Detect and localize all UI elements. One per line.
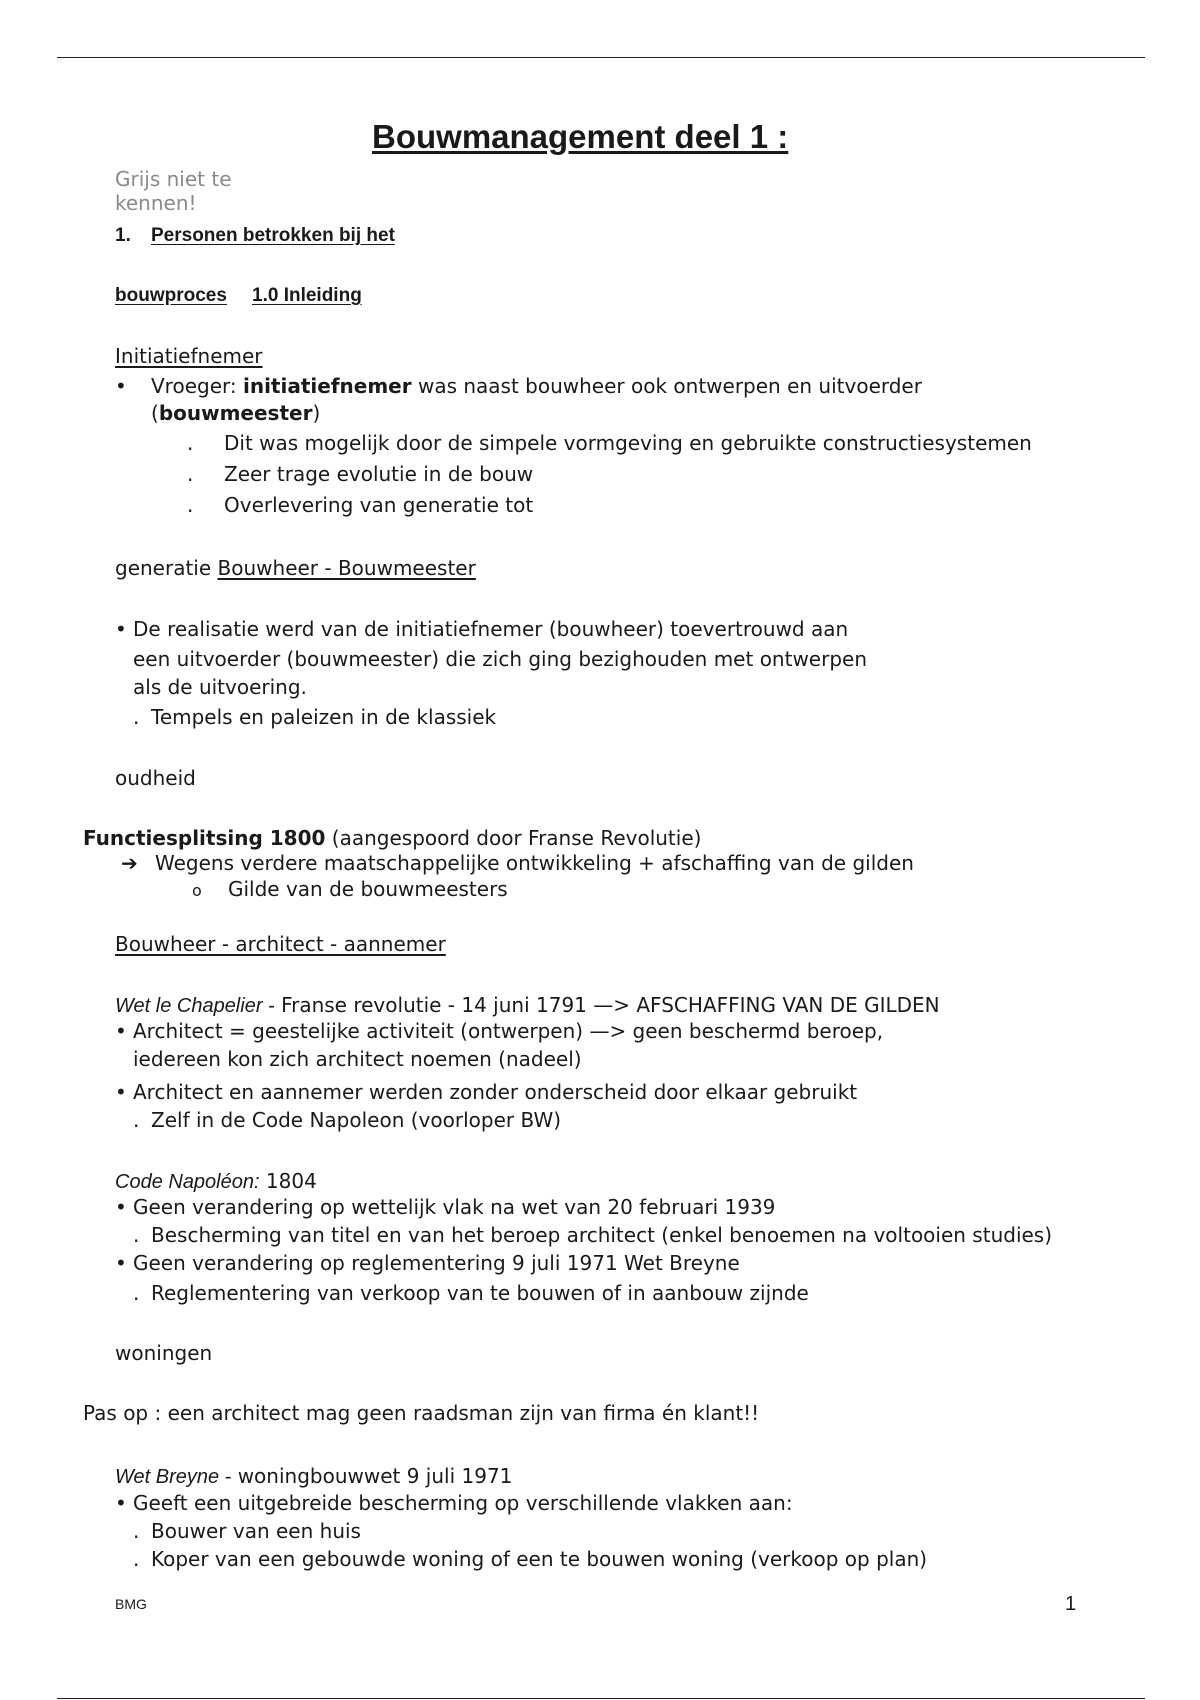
- bullet-realisatie-line2: een uitvoerder (bouwmeester) die zich ging bezighouden met ontwerpen: [133, 647, 868, 671]
- bullet-glyph: •: [115, 1251, 127, 1275]
- small-bullet-glyph: .: [133, 1281, 140, 1305]
- continuation-line: [115, 556, 476, 580]
- sub-item-text: Reglementering van verkoop van te bouwen of in aanbouw zijnde: [151, 1281, 809, 1305]
- bullet-glyph: •: [115, 617, 127, 641]
- small-bullet-glyph: .: [133, 1519, 140, 1543]
- bullet-vroeger-line2: [151, 401, 320, 425]
- bullet-vroeger: [115, 374, 922, 398]
- bullet-glyph: •: [115, 1080, 127, 1104]
- circle-item: [192, 877, 508, 901]
- functiesplitsing-rest: (aangespoord door Franse Revolutie): [331, 826, 702, 850]
- page-number: 1: [1065, 1593, 1077, 1615]
- sub-item: [187, 431, 1032, 455]
- bullet-glyph: •: [115, 374, 127, 398]
- footer-label: BMG: [115, 1596, 147, 1612]
- sub-item: [133, 1547, 927, 1571]
- bouwmeester-bold: bouwmeester: [158, 401, 313, 425]
- page-title: Bouwmanagement deel 1 :: [372, 118, 789, 155]
- sub-item: [133, 1108, 561, 1132]
- circle-item-text: Gilde van de bouwmeesters: [228, 877, 508, 901]
- bullet-text: De realisatie werd van de initiatiefnemer (bouwheer) toevertrouwd aan: [133, 617, 849, 641]
- law-napoleon-italic: Code Napoléon:: [115, 1171, 260, 1193]
- continuation-text: generatie: [115, 556, 212, 580]
- section-heading: Personen betrokken bij het: [151, 225, 395, 246]
- gray-note-line-1: Grijs niet te: [115, 167, 232, 191]
- sub-item-text: Zelf in de Code Napoleon (voorloper BW): [151, 1108, 562, 1132]
- law-napoleon: [115, 1169, 317, 1194]
- continuation-woningen: woningen: [115, 1341, 213, 1365]
- bullet-architect-line2: iedereen kon zich architect noemen (nadeel): [133, 1047, 582, 1071]
- sub-item: [187, 462, 533, 486]
- law-chapelier-rest: Franse revolutie - 14 juni 1791 —> AFSCHAFFING VAN DE GILDEN: [281, 993, 940, 1017]
- sub-item-text: Overlevering van generatie tot: [224, 493, 534, 517]
- bullet-bescherming: [115, 1491, 793, 1515]
- sub-item-text: Bouwer van een huis: [151, 1519, 361, 1543]
- law-chapelier: [115, 993, 940, 1018]
- bullet-architect: [115, 1019, 883, 1043]
- heading-functiesplitsing: [83, 826, 701, 850]
- sub-item: [133, 1281, 809, 1305]
- paren-close: ): [312, 401, 321, 425]
- law-chapelier-italic: Wet le Chapelier -: [115, 995, 275, 1017]
- bullet-text: Architect en aannemer werden zonder onderscheid door elkaar gebruikt: [133, 1080, 858, 1104]
- sub-item-text: Koper van een gebouwde woning of een te bouwen woning (verkoop op plan): [151, 1547, 928, 1571]
- paren-open: (: [151, 401, 159, 425]
- small-bullet-glyph: .: [133, 1108, 140, 1132]
- circle-bullet-icon: o: [192, 881, 202, 900]
- bullet-text: Geeft een uitgebreide bescherming op verschillende vlakken aan:: [133, 1491, 793, 1515]
- heading-bouwheer-bouwmeester: Bouwheer - Bouwmeester: [217, 556, 476, 580]
- small-bullet-glyph: .: [133, 1547, 140, 1571]
- section-heading-cont: bouwproces: [115, 285, 227, 306]
- arrow-icon: ➔: [121, 851, 138, 875]
- small-bullet-glyph: .: [187, 431, 194, 455]
- heading-bouwheer-architect-aannemer: Bouwheer - architect - aannemer: [115, 932, 446, 956]
- vroeger-prefix: Vroeger:: [151, 374, 237, 398]
- law-napoleon-rest: 1804: [265, 1169, 317, 1193]
- bullet-wettelijk: [115, 1195, 775, 1219]
- section-number: 1.: [115, 225, 131, 246]
- small-bullet-glyph: .: [133, 705, 140, 729]
- top-rule: [57, 57, 1145, 58]
- sub-heading-inleiding: 1.0 Inleiding: [252, 285, 362, 306]
- vroeger-bold: initiatiefnemer: [242, 374, 412, 398]
- bullet-text: Architect = geestelijke activiteit (ontwerpen) —> geen beschermd beroep,: [133, 1019, 884, 1043]
- bullet-glyph: •: [115, 1019, 127, 1043]
- law-breyne: [115, 1464, 512, 1489]
- arrow-item: [121, 851, 914, 875]
- bullet-realisatie-line3: als de uitvoering.: [133, 675, 307, 699]
- bullet-text: Geen verandering op wettelijk vlak na wet van 20 februari 1939: [133, 1195, 776, 1219]
- bullet-realisatie: [115, 617, 848, 641]
- sub-item-text: Dit was mogelijk door de simpele vormgeving en gebruikte constructiesystemen: [224, 431, 1032, 455]
- sub-item: [133, 1519, 361, 1543]
- small-bullet-glyph: .: [133, 1223, 140, 1247]
- sub-item-text: Zeer trage evolutie in de bouw: [224, 462, 534, 486]
- small-bullet-glyph: .: [187, 462, 194, 486]
- arrow-item-text: Wegens verdere maatschappelijke ontwikkeling + afschaffing van de gilden: [155, 851, 914, 875]
- small-bullet-glyph: .: [187, 493, 194, 517]
- continuation-oudheid: oudheid: [115, 766, 196, 790]
- bullet-glyph: •: [115, 1491, 127, 1515]
- sub-item: [133, 705, 496, 729]
- bullet-architect-aannemer: [115, 1080, 857, 1104]
- bullet-reglementering: [115, 1251, 740, 1275]
- bullet-glyph: •: [115, 1195, 127, 1219]
- sub-item-text: Tempels en paleizen in de klassiek: [151, 705, 497, 729]
- bullet-text: Geen verandering op reglementering 9 juli 1971 Wet Breyne: [133, 1251, 740, 1275]
- vroeger-rest: was naast bouwheer ook ontwerpen en uitvoerder: [417, 374, 922, 398]
- sub-item: [133, 1223, 1052, 1247]
- sub-item: [187, 493, 533, 517]
- functiesplitsing-bold: Functiesplitsing 1800: [83, 826, 326, 850]
- warning-note: Pas op : een architect mag geen raadsman zijn van firma én klant!!: [83, 1401, 760, 1425]
- gray-note-line-2: kennen!: [115, 191, 197, 215]
- law-breyne-italic: Wet Breyne -: [115, 1466, 232, 1488]
- bottom-rule: [57, 1698, 1145, 1699]
- law-breyne-rest: woningbouwwet 9 juli 1971: [237, 1464, 513, 1488]
- sub-item-text: Bescherming van titel en van het beroep architect (enkel benoemen na voltooien studies): [151, 1223, 1053, 1247]
- heading-initiatiefnemer: Initiatiefnemer: [115, 344, 263, 368]
